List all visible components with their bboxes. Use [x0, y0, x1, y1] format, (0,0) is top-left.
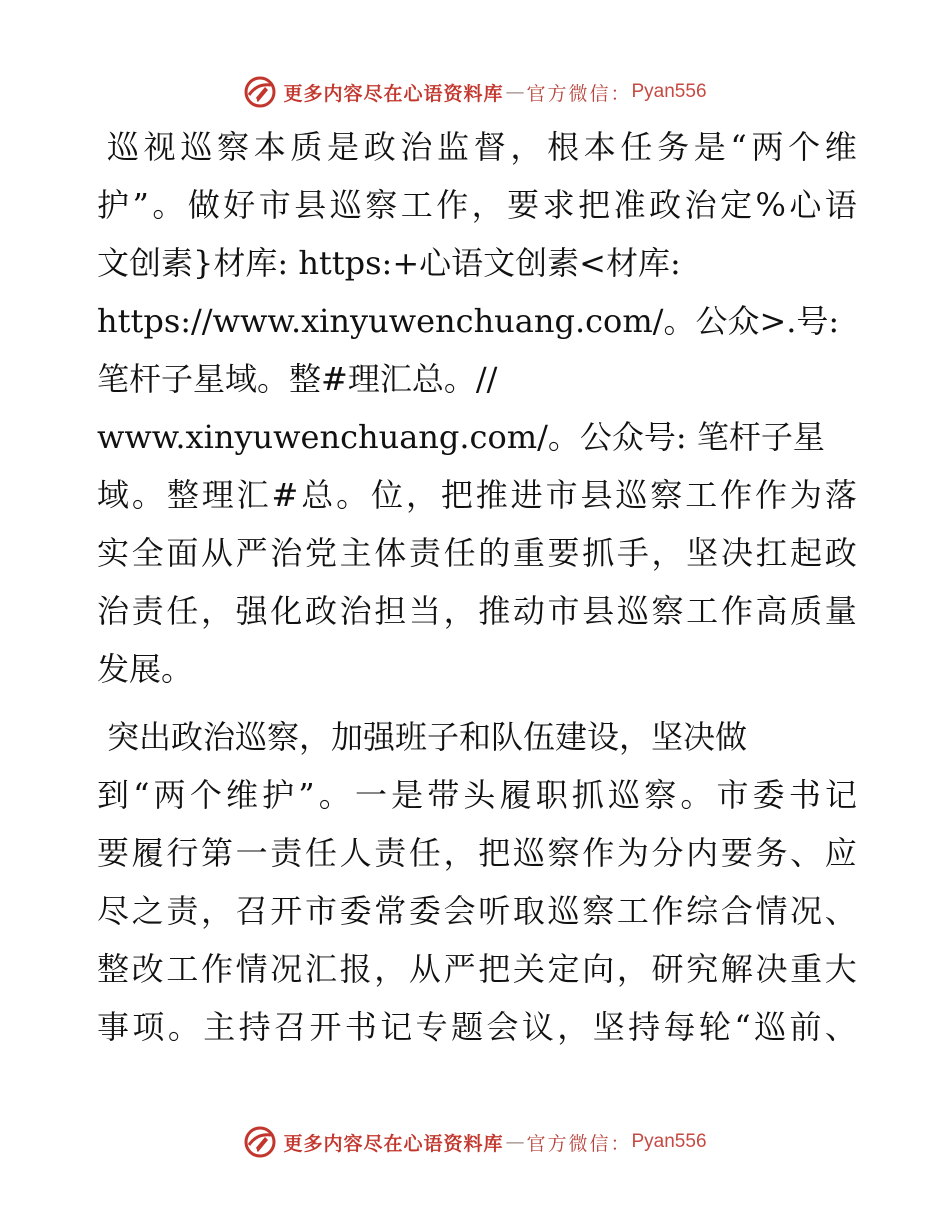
text-line: 事 项 。 主 持 召 开 书 记 专 题 会 议 ， 坚 持 每 轮 “ 巡 前 、 [97, 1008, 857, 1046]
text-line: https://www.xinyuwenchuang.com/。公众>.号: [97, 302, 840, 340]
text-line: 突出政治巡察，加强班子和队伍建设，坚决做 [107, 718, 748, 756]
watermark-wechat-label: 官方微信： [526, 1132, 632, 1155]
text-line: 文创素}材库: https:+心语文创素<材库: [97, 244, 681, 282]
watermark-main-text: 更多内容尽在心语资料库 [283, 82, 504, 105]
text-line: 域 。 整 理 汇 # 总 。 位 ， 把 推 进 市 县 巡 察 工 作 作 为 落 [97, 476, 857, 514]
text-line: 护 ” 。 做 好 市 县 巡 察 工 作 ， 要 求 把 准 政 治 定 % 心 语 [97, 186, 857, 224]
document-body [97, 118, 857, 1056]
watermark-wechat-label: 官方微信： [526, 82, 632, 105]
watermark-dash: — [505, 81, 525, 103]
watermark-dash: — [505, 1131, 525, 1153]
watermark-wechat-id: Pyan556 [631, 81, 707, 102]
watermark-main-text: 更多内容尽在心语资料库 [283, 1132, 504, 1155]
text-line: 巡 视 巡 察 本 质 是 政 治 监 督 ， 根 本 任 务 是 “ 两 个 维 [107, 128, 857, 166]
text-line: 发展。 [97, 650, 194, 688]
text-line: 整 改 工 作 情 况 汇 报 ， 从 严 把 关 定 向 ， 研 究 解 决 重 大 [97, 950, 857, 988]
watermark-footer [0, 1122, 950, 1162]
paragraph-2 [97, 708, 857, 1056]
text-line: www.xinyuwenchuang.com/。公众号: 笔杆子星 [97, 418, 825, 456]
text-line: 实 全 面 从 严 治 党 主 体 责 任 的 重 要 抓 手 ， 坚 决 扛 起 政 [97, 534, 857, 572]
text-line: 要 履 行 第 一 责 任 人 责 任 ， 把 巡 察 作 为 分 内 要 务 、 应 [97, 834, 857, 872]
brand-logo-icon [243, 1125, 277, 1159]
paragraph-1 [97, 118, 857, 698]
text-line: 治 责 任 ， 强 化 政 治 担 当 ， 推 动 市 县 巡 察 工 作 高 质 量 [97, 592, 857, 630]
text-line: 尽 之 责 ， 召 开 市 委 常 委 会 听 取 巡 察 工 作 综 合 情 况 、 [97, 892, 857, 930]
brand-logo-icon [243, 75, 277, 109]
text-line: 笔杆子星域。整#理汇总。// [97, 360, 498, 398]
text-line: 到 “ 两 个 维 护 ” 。 一 是 带 头 履 职 抓 巡 察 。 市 委 书 记 [97, 776, 857, 814]
watermark-header [0, 72, 950, 112]
watermark-wechat-id: Pyan556 [631, 1131, 707, 1152]
